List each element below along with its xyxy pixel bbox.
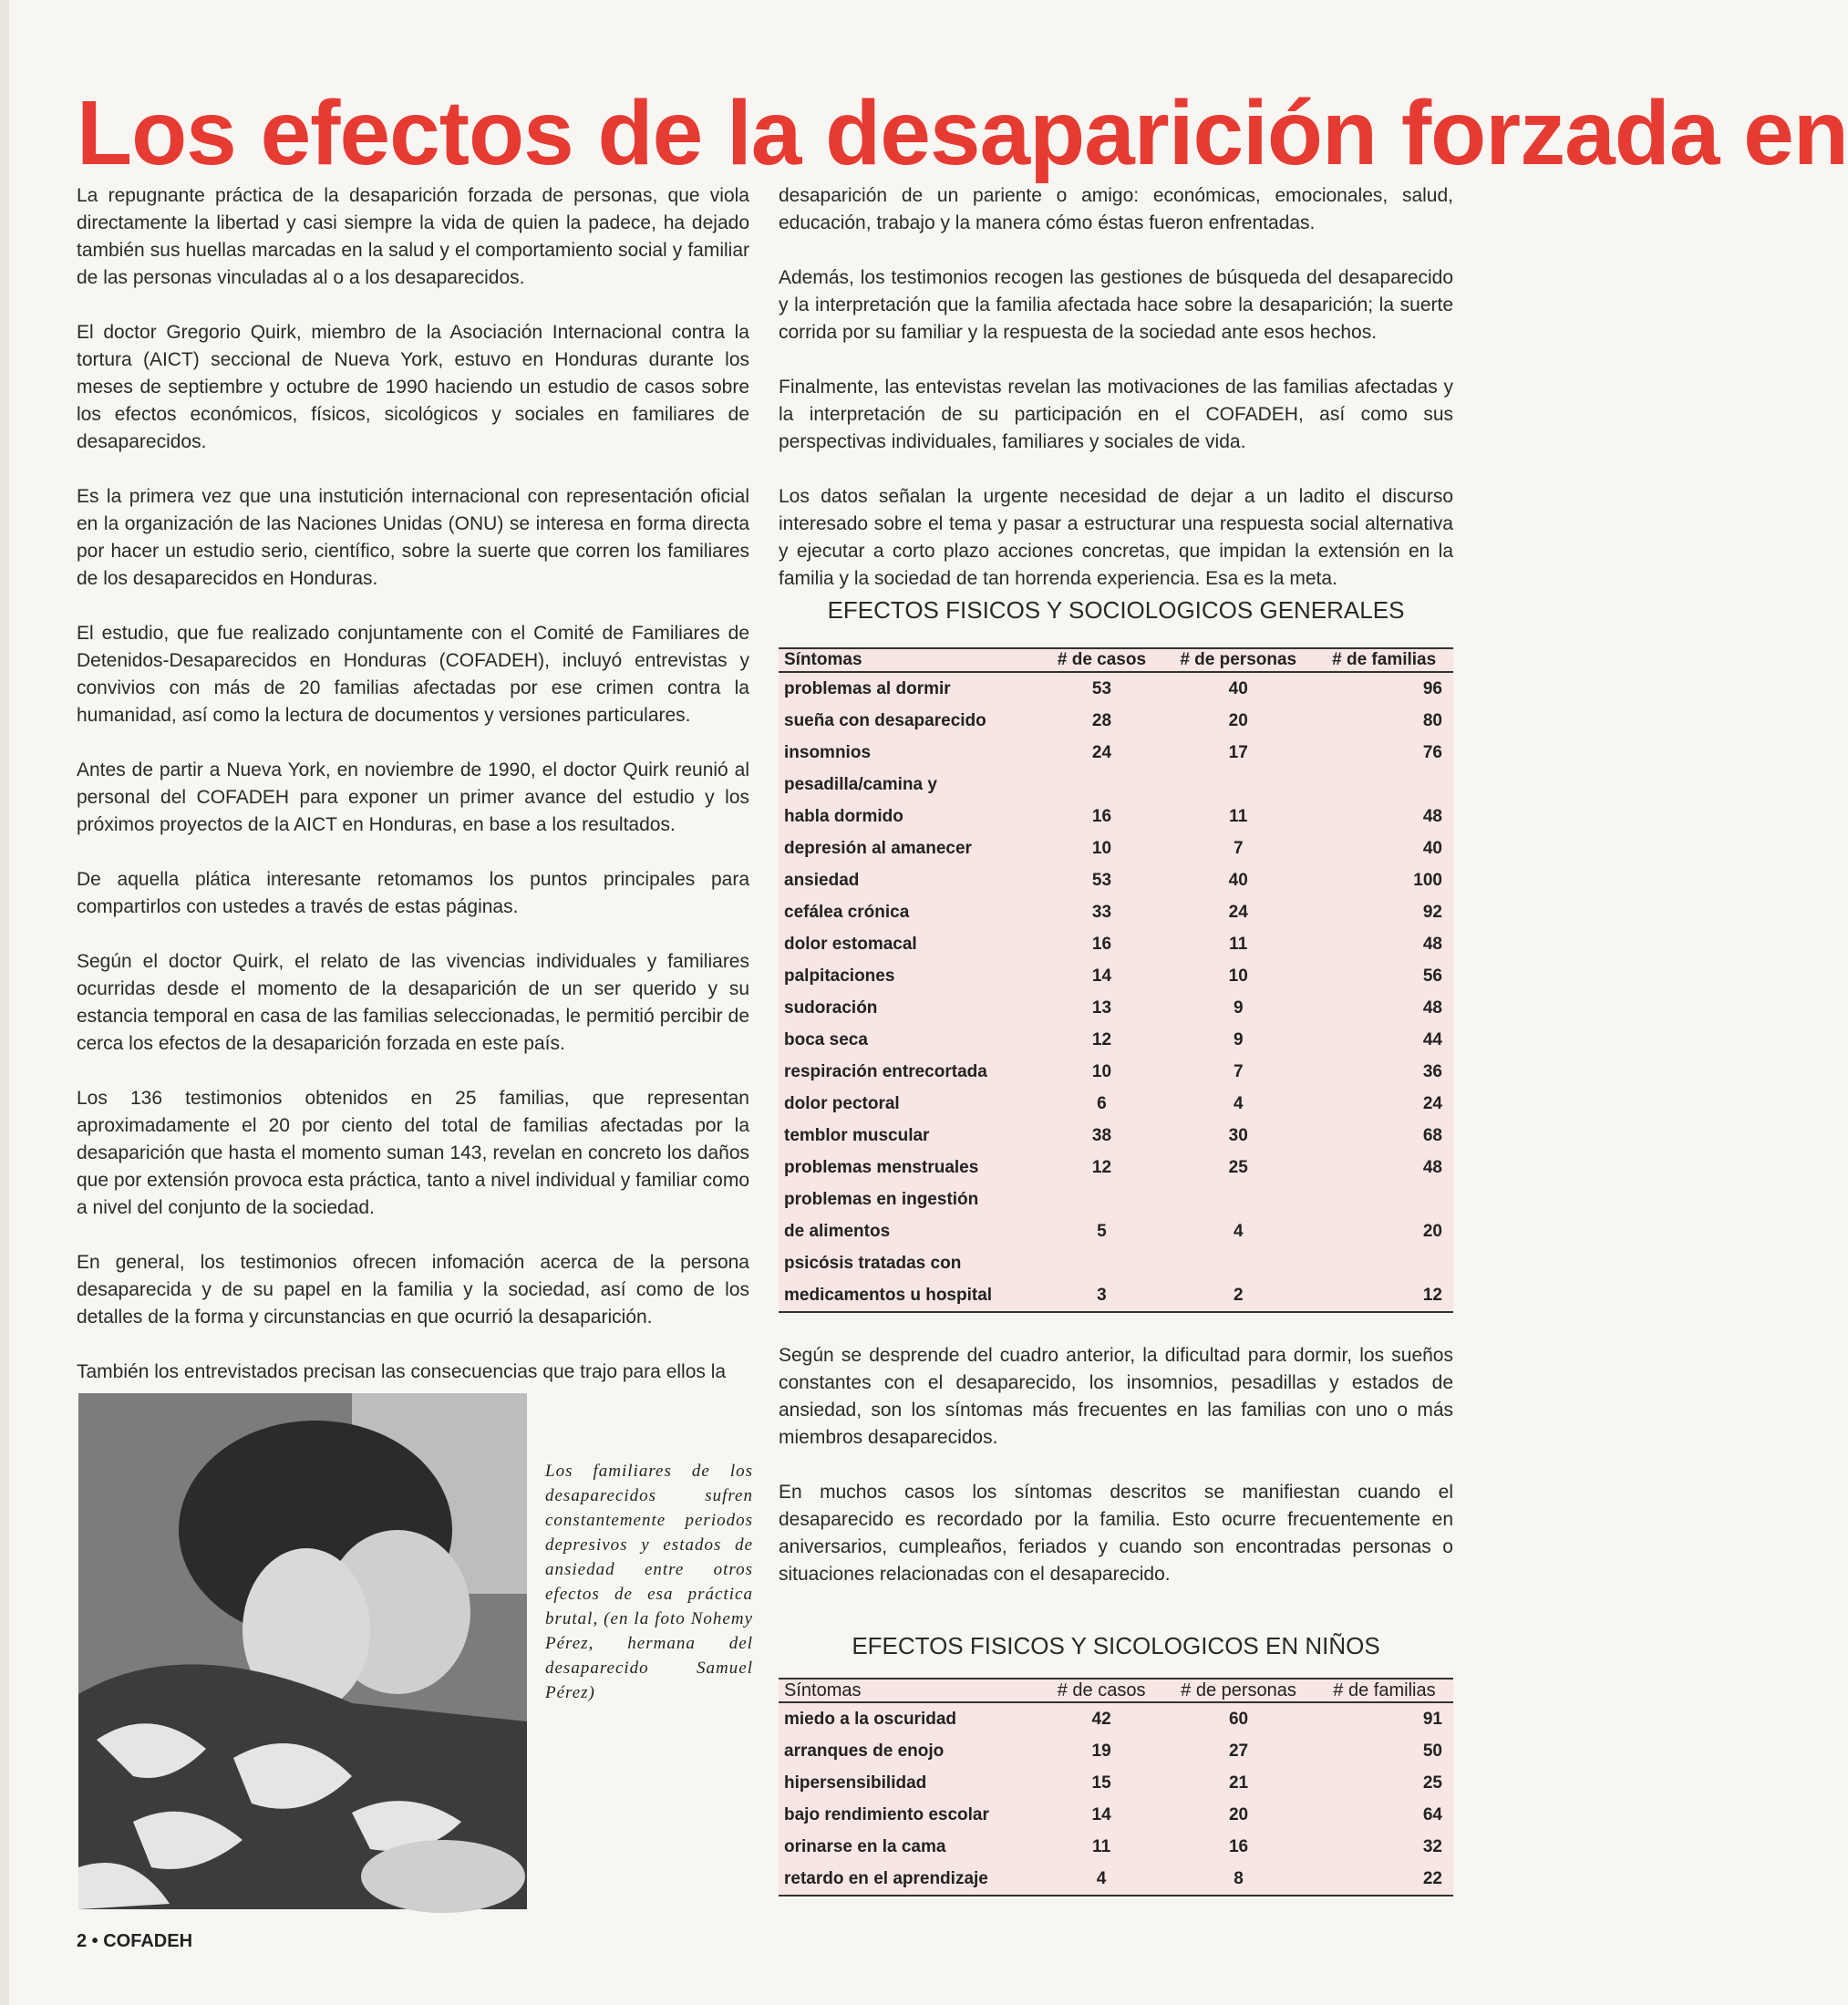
table-row — [779, 1863, 1453, 1896]
value-cell: 10 — [1228, 966, 1248, 986]
table-general-title: EFECTOS FISICOS Y SOCIOLOGICOS GENERALES — [827, 596, 1405, 624]
table-children-title: EFECTOS FISICOS Y SICOLOGICOS EN NIÑOS — [852, 1632, 1380, 1659]
value-cell: 20 — [1422, 1221, 1442, 1241]
value-cell: 9 — [1233, 1029, 1244, 1049]
symptom-cell: retardo en el aprendizaje — [784, 1868, 988, 1888]
symptom-cell: arranques de enojo — [784, 1741, 945, 1761]
photo-caption: Los familiares de los desaparecidos sufren constantemente periodos depresivos y estados de ansiedad entre otros efectos de esa práctica brutal, (en la foto Nohemy Pérez, hermana del desaparecido Samuel Pérez) — [545, 1462, 753, 1702]
value-cell: 10 — [1091, 1061, 1112, 1081]
symptom-cell: pesadilla/camina y — [784, 774, 937, 794]
table-row — [779, 1735, 1453, 1767]
column-header: # de personas — [1161, 1679, 1316, 1702]
value-cell — [1161, 769, 1315, 801]
table-row — [779, 1247, 1453, 1279]
paragraph: De aquella plática interesante retomamos los puntos principales para compartirlos con ustedes a través de estas páginas. — [77, 869, 749, 917]
right-column-top — [779, 182, 1453, 620]
table-row — [779, 1215, 1453, 1247]
value-cell: 22 — [1422, 1868, 1442, 1888]
table-row — [779, 1024, 1453, 1056]
symptom-cell: hipersensibilidad — [784, 1772, 927, 1793]
value-cell: 30 — [1228, 1125, 1248, 1145]
value-cell: 100 — [1413, 870, 1442, 890]
value-cell: 7 — [1233, 1061, 1244, 1081]
value-cell: 11 — [1229, 806, 1248, 826]
paragraph: También los entrevistados precisan las consecuencias que trajo para ellos la — [77, 1361, 727, 1382]
table-row — [779, 928, 1453, 960]
value-cell: 13 — [1091, 997, 1112, 1018]
symptom-cell: temblor muscular — [784, 1125, 930, 1145]
table-row — [779, 1120, 1453, 1152]
value-cell: 24 — [1228, 902, 1248, 922]
value-cell: 25 — [1228, 1157, 1248, 1177]
value-cell: 5 — [1097, 1221, 1107, 1241]
value-cell — [1315, 1183, 1453, 1215]
table-header-row — [779, 1679, 1453, 1702]
value-cell: 68 — [1422, 1125, 1442, 1145]
value-cell: 21 — [1228, 1772, 1249, 1793]
paragraph: Los 136 testimonios obtenidos en 25 familias, que representan aproximadamente el 20 por ciento del total de familias afectadas por la desaparición que hasta el momento suman 143, revelan en concreto los daños que por extensión provoca esta práctica, tanto a nivel individual y familiar como a nivel del conjunto de la sociedad. — [77, 1088, 749, 1218]
paragraph: Finalmente, las entevistas revelan las motivaciones de las familias afectadas y la interpretación de su participación en el COFADEH, así como sus perspectivas individuales, familiares y sociales de vida. — [779, 377, 1453, 452]
value-cell: 6 — [1097, 1093, 1107, 1113]
value-cell: 40 — [1228, 678, 1248, 698]
value-cell: 4 — [1233, 1221, 1244, 1241]
table-row — [779, 1767, 1453, 1799]
value-cell — [1161, 1247, 1315, 1279]
value-cell: 11 — [1092, 1836, 1111, 1856]
value-cell: 8 — [1234, 1868, 1244, 1888]
value-cell: 3 — [1097, 1285, 1107, 1305]
value-cell: 14 — [1091, 966, 1112, 986]
symptom-cell: problemas al dormir — [784, 678, 951, 698]
symptom-cell: respiración entrecortada — [784, 1061, 987, 1081]
page-edge — [0, 0, 9, 2005]
value-cell: 7 — [1233, 838, 1244, 858]
table-children-effects — [779, 1678, 1453, 1896]
value-cell: 32 — [1422, 1836, 1442, 1856]
value-cell — [1161, 1183, 1315, 1215]
value-cell: 48 — [1422, 934, 1442, 954]
value-cell: 28 — [1091, 710, 1112, 730]
value-cell — [1042, 1247, 1161, 1279]
paragraph: Los datos señalan la urgente necesidad de dejar a un ladito el discurso interesado sobre el tema y pasar a estructurar una respuesta social alternativa y ejecutar a corto plazo acciones concretas, que impidan la extensión en la familia y la sociedad de tan horrenda experiencia. Esa es la meta. — [779, 486, 1453, 589]
left-column — [77, 182, 749, 1413]
symptom-cell: palpitaciones — [784, 966, 895, 986]
symptom-cell: depresión al amanecer — [784, 838, 972, 858]
value-cell: 80 — [1422, 710, 1442, 730]
column-header: Síntomas — [779, 1679, 1041, 1702]
value-cell — [1042, 1183, 1161, 1215]
value-cell: 10 — [1091, 838, 1112, 858]
table-row — [779, 992, 1453, 1024]
value-cell: 53 — [1091, 678, 1112, 698]
value-cell: 15 — [1091, 1772, 1111, 1793]
table-row — [779, 1702, 1453, 1735]
value-cell: 42 — [1091, 1709, 1111, 1729]
table-row — [779, 1279, 1453, 1312]
value-cell: 24 — [1422, 1093, 1442, 1113]
value-cell: 9 — [1233, 997, 1244, 1018]
value-cell: 48 — [1422, 806, 1442, 826]
value-cell: 76 — [1422, 742, 1442, 762]
page-footer: 2 • COFADEH — [77, 1931, 193, 1951]
symptom-cell: problemas en ingestión — [784, 1189, 979, 1209]
value-cell: 38 — [1091, 1125, 1112, 1145]
table-row — [779, 801, 1453, 832]
value-cell: 44 — [1422, 1029, 1442, 1049]
table-row — [779, 960, 1453, 992]
column-header: # de familias — [1315, 648, 1453, 672]
column-header: # de personas — [1161, 648, 1315, 672]
paragraph: Antes de partir a Nueva York, en noviembre de 1990, el doctor Quirk reunió al personal del COFADEH para exponer un primer avance del estudio y los próximos proyectos de la AICT en Honduras, en base a los resultados. — [77, 760, 749, 835]
table-row — [779, 1056, 1453, 1088]
value-cell — [1315, 1247, 1453, 1279]
table-row — [779, 705, 1453, 737]
symptom-cell: bajo rendimiento escolar — [784, 1804, 989, 1824]
value-cell: 20 — [1228, 1804, 1249, 1824]
value-cell: 25 — [1422, 1772, 1442, 1793]
table-row — [779, 1088, 1453, 1120]
value-cell: 19 — [1091, 1741, 1111, 1761]
value-cell: 4 — [1233, 1093, 1244, 1113]
value-cell: 91 — [1422, 1709, 1442, 1729]
value-cell: 11 — [1229, 934, 1248, 954]
paragraph: desaparición de un pariente o amigo: económicas, emocionales, salud, educación, trabajo y la manera cómo éstas fueron enfrentadas. — [779, 185, 1453, 233]
paragraph: En general, los testimonios ofrecen infomación acerca de la persona desaparecida y de su papel en la familia y la sociedad, así como de los detalles de la forma y circunstancias en que ocurrió la desaparición. — [77, 1252, 749, 1328]
value-cell: 33 — [1091, 902, 1112, 922]
value-cell: 92 — [1422, 902, 1442, 922]
symptom-cell: medicamentos u hospital — [784, 1285, 993, 1305]
table-header-row — [779, 648, 1453, 672]
table-row — [779, 896, 1453, 928]
value-cell: 36 — [1422, 1061, 1442, 1081]
paragraph: Según se desprende del cuadro anterior, la dificultad para dormir, los sueños constantes con el desaparecido, los insomnios, pesadillas y estados de ansiedad, son los síntomas más frecuentes en las familias con uno o más miembros desaparecidos. — [779, 1345, 1453, 1448]
column-header: Síntomas — [779, 648, 1042, 672]
value-cell: 12 — [1091, 1029, 1112, 1049]
paragraph: Según el doctor Quirk, el relato de las vivencias individuales y familiares ocurridas desde el momento de la desaparición de un ser querido y su estancia temporal en casa de las familias seleccionadas, le permitió percibir de cerca los efectos de la desaparición forzada en este país. — [77, 951, 749, 1054]
symptom-cell: dolor estomacal — [784, 934, 917, 954]
table-row — [779, 769, 1453, 801]
value-cell: 16 — [1091, 806, 1112, 826]
symptom-cell: sueña con desaparecido — [784, 710, 986, 730]
paragraph: En muchos casos los síntomas descritos se manifiestan cuando el desaparecido es recordado por la familia. Esto ocurre frecuentemente en aniversarios, cumpleaños, feriados y cuando son encontradas personas o situaciones relacionadas con el desaparecido. — [779, 1482, 1453, 1585]
value-cell: 2 — [1233, 1285, 1244, 1305]
table-row — [779, 1799, 1453, 1831]
table-row — [779, 1152, 1453, 1183]
value-cell: 14 — [1091, 1804, 1111, 1824]
table-row — [779, 832, 1453, 864]
symptom-cell: dolor pectoral — [784, 1093, 900, 1113]
value-cell: 64 — [1422, 1804, 1442, 1824]
value-cell — [1315, 769, 1453, 801]
photo-illustration — [78, 1393, 527, 1909]
value-cell: 60 — [1228, 1709, 1249, 1729]
symptom-cell: orinarse en la cama — [784, 1836, 946, 1856]
paragraph: El estudio, que fue realizado conjuntamente con el Comité de Familiares de Detenidos-Desaparecidos en Honduras (COFADEH), incluyó entrevistas y convivios con más de 20 familias afectadas por ese crimen contra la humanidad, así como la lectura de documentos y versiones particulares. — [77, 623, 749, 726]
photo — [78, 1393, 527, 1909]
symptom-cell: psicósis tratadas con — [784, 1253, 962, 1273]
value-cell: 12 — [1422, 1285, 1442, 1305]
symptom-cell: ansiedad — [784, 870, 860, 890]
table-row — [779, 864, 1453, 896]
value-cell: 48 — [1422, 997, 1442, 1018]
value-cell: 16 — [1228, 1836, 1249, 1856]
value-cell: 12 — [1091, 1157, 1112, 1177]
symptom-cell: sudoración — [784, 997, 878, 1018]
value-cell: 17 — [1228, 742, 1248, 762]
column-header: # de familias — [1316, 1679, 1453, 1702]
value-cell: 96 — [1422, 678, 1442, 698]
value-cell: 20 — [1228, 710, 1248, 730]
symptom-cell: de alimentos — [784, 1221, 891, 1241]
value-cell: 27 — [1228, 1741, 1249, 1761]
table-general-effects — [779, 647, 1453, 1313]
headline: Los efectos de la desaparición forzada en — [77, 82, 1848, 184]
table-row — [779, 672, 1453, 705]
value-cell: 4 — [1096, 1868, 1107, 1888]
symptom-cell: cefálea crónica — [784, 902, 910, 922]
value-cell: 56 — [1422, 966, 1442, 986]
symptom-cell: miedo a la oscuridad — [784, 1709, 956, 1729]
table-row — [779, 1831, 1453, 1863]
value-cell: 50 — [1422, 1741, 1442, 1761]
paragraph: El doctor Gregorio Quirk, miembro de la Asociación Internacional contra la tortura (AICT) seccional de Nueva York, estuvo en Honduras durante los meses de septiembre y octubre de 1990 haciendo un estudio de casos sobre los efectos económicos, físicos, sicológicos y sociales en familiares de desaparecidos. — [77, 322, 749, 452]
symptom-cell: problemas menstruales — [784, 1157, 979, 1177]
column-header: # de casos — [1041, 1679, 1161, 1702]
column-header: # de casos — [1042, 648, 1161, 672]
value-cell — [1042, 769, 1161, 801]
value-cell: 40 — [1228, 870, 1248, 890]
table-row — [779, 1183, 1453, 1215]
right-column-middle — [779, 1342, 1453, 1616]
paragraph: Además, los testimonios recogen las gestiones de búsqueda del desaparecido y la interpretación que la familia afectada hace sobre la desaparición; la suerte corrida por su familiar y la respuesta de la sociedad ante esos hechos. — [779, 267, 1453, 343]
value-cell: 48 — [1422, 1157, 1442, 1177]
paragraph: Es la primera vez que una instutición internacional con representación oficial en la organización de las Naciones Unidas (ONU) se interesa en forma directa por hacer un estudio serio, científico, sobre la suerte que corren los familiares de los desaparecidos en Honduras. — [77, 486, 749, 589]
symptom-cell: boca seca — [784, 1029, 868, 1049]
symptom-cell: habla dormido — [784, 806, 903, 826]
table-row — [779, 737, 1453, 769]
paragraph: La repugnante práctica de la desaparición forzada de personas, que viola directamente la libertad y casi siempre la vida de quien la padece, ha dejado también sus huellas marcadas en la salud y el comportamiento social y familiar de las personas vinculadas al o a los desaparecidos. — [77, 185, 749, 288]
value-cell: 24 — [1091, 742, 1112, 762]
value-cell: 40 — [1422, 838, 1442, 858]
symptom-cell: insomnios — [784, 742, 872, 762]
value-cell: 53 — [1091, 870, 1112, 890]
value-cell: 16 — [1091, 934, 1112, 954]
